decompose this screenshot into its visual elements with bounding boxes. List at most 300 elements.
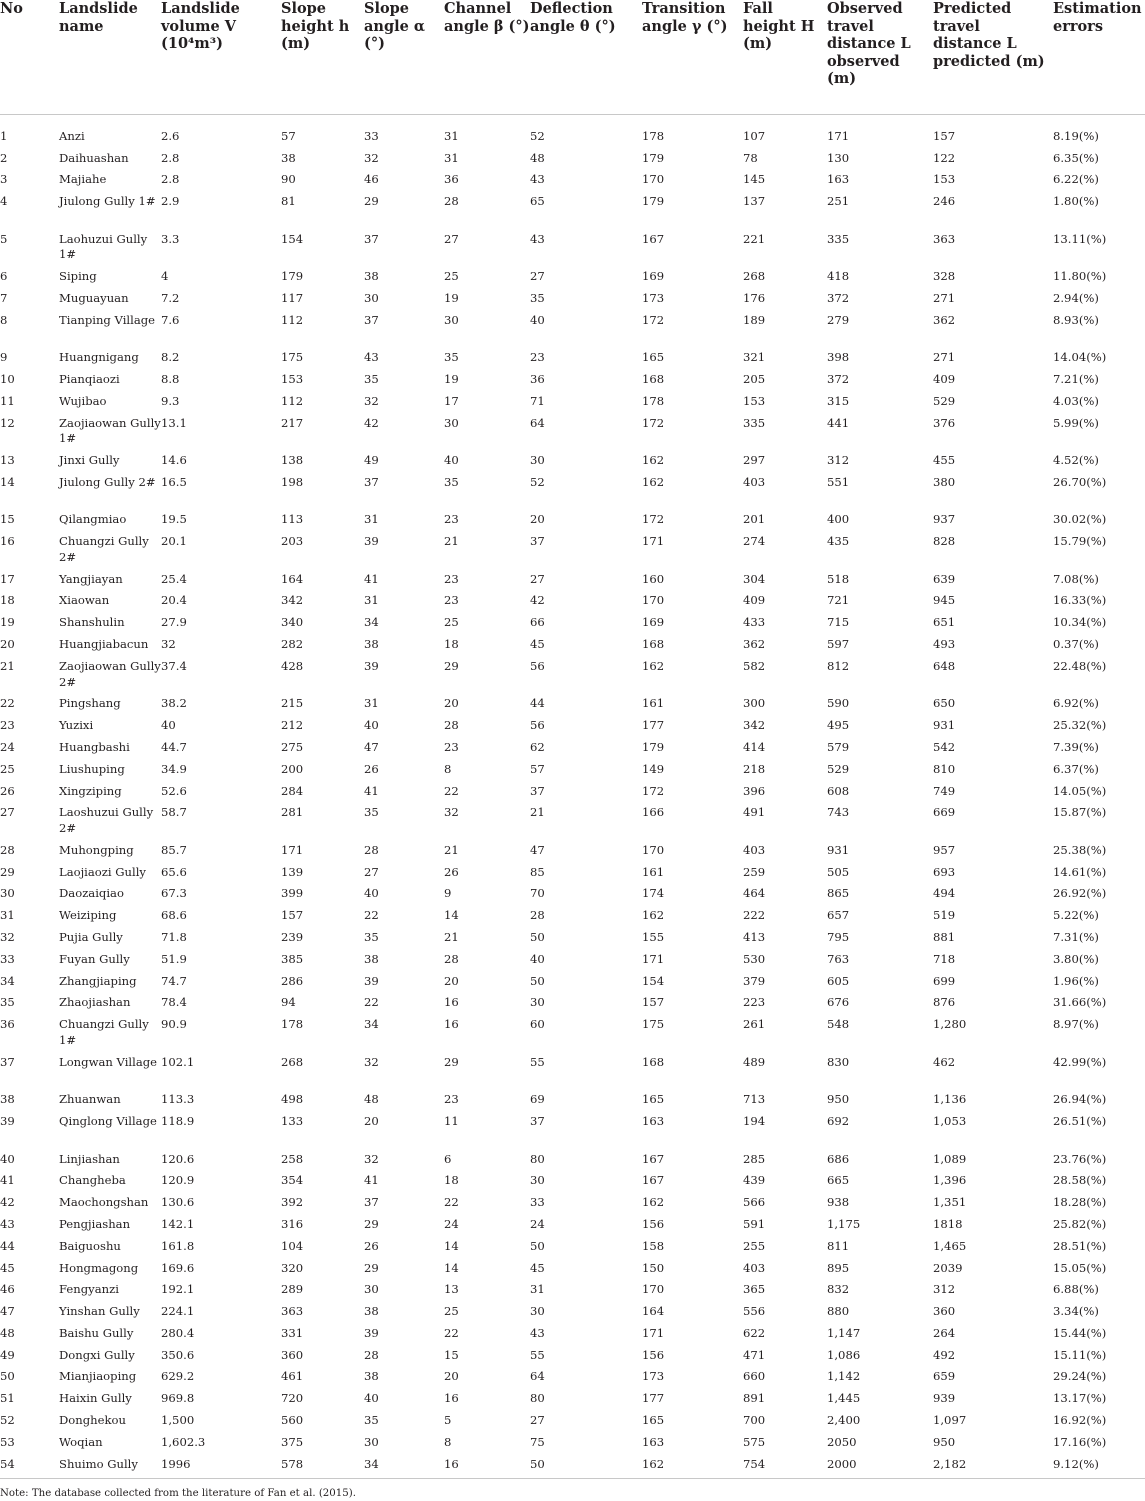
table-cell: Huangbashi	[59, 739, 130, 754]
table-cell: Mianjiaoping	[59, 1369, 137, 1384]
table-cell: 172	[642, 783, 665, 798]
table-cell: 4.03(%)	[1053, 393, 1099, 408]
table-cell: 65	[530, 194, 545, 209]
table-cell: 12	[0, 415, 15, 430]
table-cell: 161	[642, 864, 665, 879]
table-row	[0, 1258, 1145, 1280]
table-row	[0, 531, 1145, 569]
table-cell: 16	[444, 995, 459, 1010]
table-cell: 1,175	[827, 1216, 861, 1231]
table-cell: 2000	[827, 1454, 933, 1479]
table-cell: 224.1	[161, 1304, 195, 1319]
table-cell: 566	[743, 1195, 766, 1210]
column-header: Slope height h (m)	[281, 0, 364, 115]
table-cell: 1,142	[827, 1369, 861, 1384]
table-cell: 34	[364, 1454, 444, 1479]
table-cell: 217	[281, 415, 304, 430]
table-cell: 4	[0, 194, 8, 209]
table-cell: Yangjiayan	[59, 571, 123, 586]
table-row	[0, 590, 1145, 612]
table-cell: 35	[444, 350, 459, 365]
table-cell: 30	[444, 312, 459, 327]
table-cell: Weiziping	[59, 908, 117, 923]
table-cell: 39	[364, 1325, 379, 1340]
table-row	[0, 115, 1145, 148]
table-cell: 13.1	[161, 415, 187, 430]
table-cell: 18	[0, 593, 15, 608]
table-cell: Shuimo Gully	[59, 1454, 161, 1479]
table-cell: 2.8	[161, 150, 180, 165]
table-cell: 41	[0, 1173, 15, 1188]
table-row	[0, 191, 1145, 229]
table-cell: 163	[642, 1434, 665, 1449]
table-cell: 81	[281, 194, 296, 209]
table-cell: 32	[0, 930, 15, 945]
table-row	[0, 1432, 1145, 1454]
table-cell: 414	[743, 739, 766, 754]
table-cell: 163	[827, 172, 850, 187]
table-row	[0, 1323, 1145, 1345]
table-cell: Dongxi Gully	[59, 1347, 135, 1362]
table-cell: 41	[364, 783, 379, 798]
table-cell: 112	[281, 312, 304, 327]
table-cell: 104	[281, 1238, 304, 1253]
table-cell: 29	[444, 1054, 459, 1069]
table-cell: Hongmagong	[59, 1260, 139, 1275]
table-cell: 1.96(%)	[1053, 973, 1099, 988]
table-cell: 29	[364, 1216, 379, 1231]
table-cell: 720	[281, 1391, 304, 1406]
table-cell: 575	[743, 1434, 766, 1449]
table-cell: 165	[642, 1413, 665, 1428]
table-cell: 1,445	[827, 1391, 861, 1406]
table-cell: 160	[642, 571, 665, 586]
table-cell: 945	[933, 593, 956, 608]
table-cell: 259	[743, 864, 766, 879]
table-cell: 200	[281, 761, 304, 776]
table-cell: 157	[642, 995, 665, 1010]
table-cell: 171	[642, 1325, 665, 1340]
table-cell: 7.21(%)	[1053, 371, 1099, 386]
table-cell: Wujibao	[59, 393, 107, 408]
table-cell: 380	[933, 474, 956, 489]
table-cell: 117	[281, 290, 304, 305]
table-cell: 27	[530, 269, 545, 284]
table-cell: 360	[933, 1304, 956, 1319]
table-cell: 30.02(%)	[1053, 512, 1107, 527]
table-cell: 400	[827, 512, 850, 527]
table-cell: 169	[642, 615, 665, 630]
table-cell: 8	[0, 312, 8, 327]
table-cell: 49	[364, 453, 379, 468]
table-cell: 36	[444, 172, 459, 187]
table-cell: 950	[827, 1092, 850, 1107]
table-cell: 46	[364, 172, 379, 187]
table-cell: 35	[444, 474, 459, 489]
table-cell: 166	[642, 805, 665, 820]
table-cell: 33	[364, 129, 379, 143]
table-cell: 30	[530, 1173, 545, 1188]
table-cell: 14.6	[161, 453, 187, 468]
table-cell: 53	[0, 1434, 15, 1449]
table-cell: 23	[444, 593, 459, 608]
table-row	[0, 802, 1145, 840]
column-header: Landslide name	[59, 0, 161, 115]
table-cell: 37	[530, 534, 545, 549]
table-cell: 162	[642, 908, 665, 923]
table-cell: 192.1	[161, 1282, 195, 1297]
table-cell: 30	[530, 453, 545, 468]
table-cell: 173	[642, 290, 665, 305]
table-cell: Daihuashan	[59, 150, 129, 165]
table-cell: Pingshang	[59, 696, 121, 711]
table-cell: 25	[0, 761, 15, 776]
table-cell: 50	[530, 1454, 642, 1479]
table-cell: Yuzixi	[59, 718, 94, 733]
table-cell: 50	[530, 930, 545, 945]
table-cell: 14.04(%)	[1053, 350, 1107, 365]
table-cell: Zhuanwan	[59, 1092, 121, 1107]
table-cell: Xiaowan	[59, 593, 110, 608]
table-cell: 44	[0, 1238, 15, 1253]
table-cell: Qinglong Village	[59, 1114, 157, 1129]
table-row	[0, 1014, 1145, 1052]
table-cell: 28.58(%)	[1053, 1173, 1107, 1188]
table-cell: 6.37(%)	[1053, 761, 1099, 776]
table-cell: 28	[364, 1347, 379, 1362]
table-cell: 2.8	[161, 172, 180, 187]
table-cell: 718	[933, 951, 956, 966]
table-cell: 25	[444, 615, 459, 630]
table-cell: 5	[444, 1413, 452, 1428]
table-cell: 173	[642, 1369, 665, 1384]
table-cell: Woqian	[59, 1434, 103, 1449]
table-cell: 52.6	[161, 783, 187, 798]
table-cell: 8.93(%)	[1053, 312, 1099, 327]
table-cell: 660	[743, 1369, 766, 1384]
table-cell: Haixin Gully	[59, 1391, 132, 1406]
table-cell: 255	[743, 1238, 766, 1253]
table-cell: 396	[743, 783, 766, 798]
table-cell: 221	[743, 231, 766, 246]
table-cell: 300	[743, 696, 766, 711]
table-cell: 21	[444, 930, 459, 945]
table-cell: 142.1	[161, 1216, 195, 1231]
table-cell: 198	[281, 474, 304, 489]
table-cell: 179	[281, 269, 304, 284]
table-cell: Jiulong Gully 1#	[59, 194, 156, 209]
table-row	[0, 656, 1145, 694]
table-cell: 26.70(%)	[1053, 474, 1107, 489]
table-cell: 47	[530, 842, 545, 857]
column-header: Landslide volume V (10⁴m³)	[161, 0, 281, 115]
table-cell: 23	[444, 1092, 459, 1107]
table-cell: 10.34(%)	[1053, 615, 1107, 630]
table-cell: 179	[642, 739, 665, 754]
table-cell: 177	[642, 718, 665, 733]
table-cell: 493	[933, 637, 956, 652]
table-row	[0, 693, 1145, 715]
table-cell: 102.1	[161, 1054, 195, 1069]
table-cell: 362	[743, 637, 766, 652]
table-cell: 154	[642, 973, 665, 988]
table-cell: 629.2	[161, 1369, 195, 1384]
table-header	[0, 0, 1145, 115]
table-cell: 37	[364, 1195, 379, 1210]
table-cell: 1,280	[933, 1017, 967, 1032]
table-cell: 715	[827, 615, 850, 630]
table-cell: 90.9	[161, 1017, 187, 1032]
table-cell: 138	[281, 453, 304, 468]
table-cell: 37	[364, 474, 379, 489]
table-cell: 379	[743, 973, 766, 988]
table-cell: 17	[444, 393, 459, 408]
table-cell: 113	[281, 512, 304, 527]
table-cell: 743	[827, 805, 850, 820]
table-cell: 651	[933, 615, 956, 630]
table-cell: 895	[827, 1260, 850, 1275]
table-cell: 560	[281, 1413, 304, 1428]
table-cell: 268	[743, 269, 766, 284]
table-cell: 40	[364, 718, 379, 733]
table-cell: 145	[743, 172, 766, 187]
table-cell: 167	[642, 1173, 665, 1188]
table-cell: 271	[933, 350, 956, 365]
table-cell: 461	[281, 1369, 304, 1384]
table-cell: 316	[281, 1216, 304, 1231]
table-row	[0, 883, 1145, 905]
table-cell: 21	[444, 842, 459, 857]
table-cell: 56	[530, 658, 545, 673]
table-cell: 542	[933, 739, 956, 754]
table-cell: 164	[281, 571, 304, 586]
table-cell: 35	[530, 290, 545, 305]
table-cell: 1,147	[827, 1325, 861, 1340]
table-cell: 251	[827, 194, 850, 209]
table-row	[0, 1170, 1145, 1192]
table-row	[0, 737, 1145, 759]
table-cell: 38	[364, 1369, 379, 1384]
table-cell: 47	[364, 739, 379, 754]
table-cell: 170	[642, 1282, 665, 1297]
table-cell: Siping	[59, 269, 97, 284]
table-cell: 622	[743, 1325, 766, 1340]
table-cell: 363	[281, 1304, 304, 1319]
table-cell: 321	[743, 350, 766, 365]
table-cell: 34.9	[161, 761, 187, 776]
table-cell: 865	[827, 886, 850, 901]
table-cell: 657	[827, 908, 850, 923]
table-cell: 20	[444, 1369, 459, 1384]
table-cell: 15.87(%)	[1053, 805, 1107, 820]
table-cell: 30	[364, 1282, 379, 1297]
table-cell: 156	[642, 1216, 665, 1231]
table-cell: 8.8	[161, 371, 180, 386]
table-cell: 176	[743, 290, 766, 305]
table-cell: 6.35(%)	[1053, 150, 1099, 165]
table-cell: 32	[364, 150, 379, 165]
header-row	[0, 0, 1145, 115]
table-cell: 45	[0, 1260, 15, 1275]
table-cell: 286	[281, 973, 304, 988]
table-cell: 591	[743, 1216, 766, 1231]
table-cell: 372	[827, 290, 850, 305]
table-cell: 365	[743, 1282, 766, 1297]
table-cell: 7.39(%)	[1053, 739, 1099, 754]
table-cell: 51	[0, 1391, 15, 1406]
column-header: Observed travel distance L observed (m)	[827, 0, 933, 115]
table-cell: 51.9	[161, 951, 187, 966]
table-cell: 3.3	[161, 231, 180, 246]
table-cell: 60	[530, 1017, 545, 1032]
table-cell: 120.9	[161, 1173, 195, 1188]
table-cell: 66	[530, 615, 545, 630]
table-cell: 15.05(%)	[1053, 1260, 1107, 1275]
table-cell: Shanshulin	[59, 615, 125, 630]
table-cell: 85.7	[161, 842, 187, 857]
table-cell: 10	[0, 371, 15, 386]
table-cell: 71	[530, 393, 545, 408]
table-cell: 518	[827, 571, 850, 586]
table-cell: 203	[281, 534, 304, 549]
table-cell: 832	[827, 1282, 850, 1297]
table-cell: 170	[642, 172, 665, 187]
table-cell: 215	[281, 696, 304, 711]
table-cell: 605	[827, 973, 850, 988]
table-cell: 19	[444, 290, 459, 305]
table-cell: 74.7	[161, 973, 187, 988]
table-cell: 16.5	[161, 474, 187, 489]
table-cell: 23	[444, 571, 459, 586]
table-cell: 168	[642, 637, 665, 652]
table-row	[0, 1089, 1145, 1111]
table-cell: Muhongping	[59, 842, 134, 857]
table-body	[0, 115, 1145, 1479]
table-cell: 69	[530, 1092, 545, 1107]
table-cell: 22	[364, 995, 379, 1010]
table-cell: 15.44(%)	[1053, 1325, 1107, 1340]
table-cell: 428	[281, 658, 304, 673]
table-cell: 1	[0, 129, 8, 143]
table-cell: 168	[642, 371, 665, 386]
column-header: Transition angle γ (°)	[642, 0, 743, 115]
table-cell: 153	[933, 172, 956, 187]
table-cell: 669	[933, 805, 956, 820]
table-cell: 133	[281, 1114, 304, 1129]
table-cell: 37	[0, 1054, 15, 1069]
table-cell: 32	[364, 1151, 379, 1166]
table-cell: 32	[364, 1054, 379, 1069]
table-cell: 331	[281, 1325, 304, 1340]
table-cell: 58.7	[161, 805, 187, 820]
table-cell: 937	[933, 512, 956, 527]
table-cell: 2	[0, 150, 8, 165]
table-cell: 20.4	[161, 593, 187, 608]
table-cell: 25	[444, 1304, 459, 1319]
column-header: Deflection angle θ (°)	[530, 0, 642, 115]
table-row	[0, 1052, 1145, 1090]
table-cell: 30	[444, 415, 459, 430]
table-cell: 749	[933, 783, 956, 798]
table-cell: 39	[364, 658, 379, 673]
table-cell: 938	[827, 1195, 850, 1210]
table-cell: 828	[933, 534, 956, 549]
table-cell: 713	[743, 1092, 766, 1107]
table-cell: 16	[0, 534, 15, 549]
table-cell: 158	[642, 1238, 665, 1253]
table-cell: 362	[933, 312, 956, 327]
table-cell: 7	[0, 290, 8, 305]
table-cell: 31	[530, 1282, 545, 1297]
table-cell: 372	[827, 371, 850, 386]
table-cell: 494	[933, 886, 956, 901]
table-cell: 194	[743, 1114, 766, 1129]
table-cell: Qilangmiao	[59, 512, 127, 527]
table-cell: 44.7	[161, 739, 187, 754]
table-cell: 56	[530, 718, 545, 733]
table-cell: 149	[642, 761, 665, 776]
table-row	[0, 1366, 1145, 1388]
table-cell: 37	[530, 783, 545, 798]
table-cell: 13.17(%)	[1053, 1391, 1107, 1406]
table-cell: 969.8	[161, 1391, 195, 1406]
table-cell: 491	[743, 805, 766, 820]
table-cell: 551	[827, 474, 850, 489]
table-cell: 75	[530, 1434, 545, 1449]
table-cell: 578	[281, 1454, 364, 1479]
column-header: Channel angle β (°)	[444, 0, 530, 115]
table-cell: 692	[827, 1114, 850, 1129]
column-header: Estimation errors	[1053, 0, 1145, 115]
table-cell: 19	[444, 371, 459, 386]
table-cell: 52	[0, 1413, 15, 1428]
table-cell: 931	[933, 718, 956, 733]
table-cell: 35	[364, 371, 379, 386]
table-cell: 931	[827, 842, 850, 857]
table-cell: 26	[0, 783, 15, 798]
table-cell: 78	[743, 150, 758, 165]
table-cell: 37.4	[161, 658, 187, 673]
table-cell: 6.92(%)	[1053, 696, 1099, 711]
table-cell: 9	[444, 886, 452, 901]
table-cell: 13.11(%)	[1053, 231, 1107, 246]
table-cell: 6	[444, 1151, 452, 1166]
table-cell: 27	[530, 1413, 545, 1428]
table-cell: 6.22(%)	[1053, 172, 1099, 187]
table-cell: 26	[444, 864, 459, 879]
table-cell: Fuyan Gully	[59, 951, 130, 966]
table-cell: 830	[827, 1054, 850, 1069]
table-cell: 36	[0, 1017, 15, 1032]
table-cell: 880	[827, 1304, 850, 1319]
table-cell: 246	[933, 194, 956, 209]
table-cell: 30	[0, 886, 15, 901]
table-cell: 14	[444, 1238, 459, 1253]
table-cell: Jiulong Gully 2#	[59, 474, 156, 489]
table-cell: 1996	[161, 1454, 281, 1479]
table-row	[0, 992, 1145, 1014]
table-cell: 2,400	[827, 1413, 861, 1428]
table-cell: 171	[642, 534, 665, 549]
table-cell: 154	[281, 231, 304, 246]
table-cell: 4	[161, 269, 169, 284]
table-cell: 1,602.3	[161, 1434, 206, 1449]
table-cell: 35	[364, 930, 379, 945]
table-cell: 57	[530, 761, 545, 776]
table-cell: 37	[364, 231, 379, 246]
table-cell: 130	[827, 150, 850, 165]
table-cell: 433	[743, 615, 766, 630]
